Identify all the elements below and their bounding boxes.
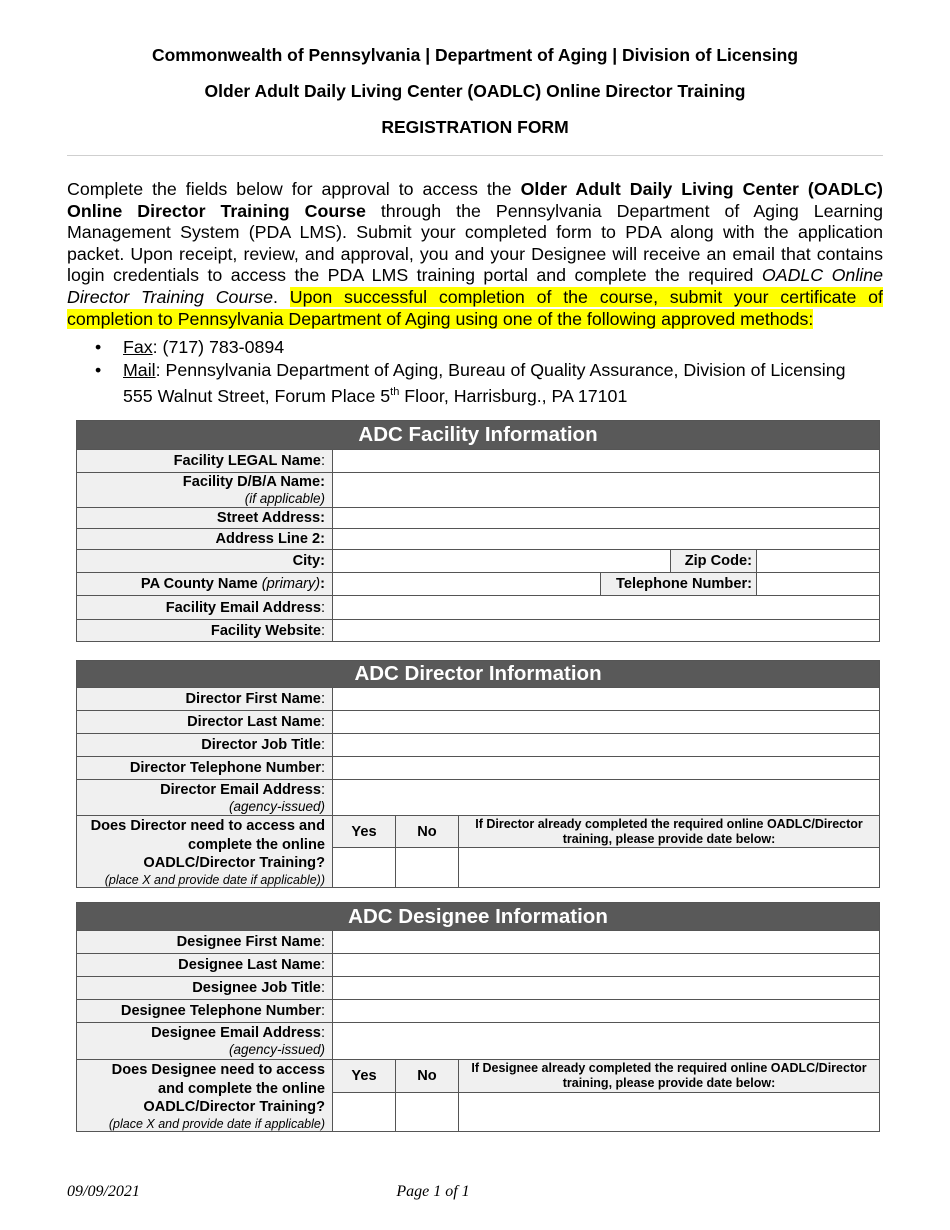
mail-line-2: 555 Walnut Street, Forum Place 5: [123, 385, 391, 406]
designee-first-name-field[interactable]: [333, 931, 880, 954]
facility-legal-name-field[interactable]: [333, 450, 880, 473]
designee-yes-header: Yes: [333, 1060, 396, 1093]
bullet-icon: •: [95, 337, 102, 357]
designee-email-field[interactable]: [333, 1023, 880, 1060]
city-field[interactable]: [333, 550, 671, 573]
telephone-field[interactable]: [757, 573, 880, 596]
footer-date: 09/09/2021: [67, 1183, 140, 1200]
fax-label: Fax: [123, 337, 153, 357]
form-title: REGISTRATION FORM: [381, 117, 569, 137]
mail-line-2-end: Floor, Harrisburg., PA 17101: [399, 385, 628, 406]
director-phone-field[interactable]: [333, 757, 880, 780]
director-first-name-label: Director First Name:: [77, 688, 333, 711]
designee-job-title-label: Designee Job Title:: [77, 977, 333, 1000]
facility-website-label: Facility Website:: [77, 620, 333, 642]
mail-superscript: th: [390, 385, 400, 398]
designee-last-name-field[interactable]: [333, 954, 880, 977]
director-phone-label: Director Telephone Number:: [77, 757, 333, 780]
facility-dba-label: Facility D/B/A Name: (if applicable): [77, 473, 333, 508]
bullet-icon: •: [95, 360, 102, 380]
director-section-title: ADC Director Information: [77, 661, 880, 688]
designee-training-question: Does Designee need to access and complete the online OADLC/Director Training? (place X and provide date if applicable): [77, 1060, 333, 1132]
director-completion-date-field[interactable]: [459, 848, 880, 887]
director-email-field[interactable]: [333, 780, 880, 816]
intro-paragraph: [67, 179, 883, 330]
intro-text-2: through the Pennsylvania Department of Aging Learning Management System (PDA LMS). Submit your completed form to PDA along with the application packet. Upon receipt, review, and approval, you and your Designee will receive an email that contains login credentials to access the PDA LMS training portal and complete the required: [67, 200, 883, 286]
director-last-name-label: Director Last Name:: [77, 711, 333, 734]
facility-section-title: ADC Facility Information: [77, 421, 880, 450]
director-yes-field[interactable]: [333, 848, 396, 887]
designee-no-field[interactable]: [396, 1092, 459, 1131]
footer-page-number: Page 1 of 1: [396, 1183, 470, 1200]
facility-legal-name-label: Facility LEGAL Name:: [77, 450, 333, 473]
header-program: Older Adult Daily Living Center (OADLC) Online Director Training: [204, 81, 746, 101]
designee-phone-label: Designee Telephone Number:: [77, 1000, 333, 1023]
designee-last-name-label: Designee Last Name:: [77, 954, 333, 977]
director-no-field[interactable]: [396, 848, 459, 887]
street-address-label: Street Address:: [77, 508, 333, 529]
intro-course-name: Older Adult Daily Living Center (OADLC) Online Director Training Course: [67, 179, 883, 221]
facility-email-label: Facility Email Address:: [77, 596, 333, 620]
director-training-question: Does Director need to access and complete the online OADLC/Director Training? (place X and provide date if applicable)): [77, 816, 333, 888]
zip-label: Zip Code:: [671, 550, 757, 573]
director-job-title-label: Director Job Title:: [77, 734, 333, 757]
designee-phone-field[interactable]: [333, 1000, 880, 1023]
facility-table: [76, 420, 880, 642]
county-field[interactable]: [333, 573, 601, 596]
header-divider: [67, 155, 883, 156]
director-yes-header: Yes: [333, 816, 396, 848]
director-no-header: No: [396, 816, 459, 848]
facility-website-field[interactable]: [333, 620, 880, 642]
director-last-name-field[interactable]: [333, 711, 880, 734]
county-label: PA County Name (primary):: [77, 573, 333, 596]
director-email-label: Director Email Address: (agency-issued): [77, 780, 333, 816]
director-completion-note: If Director already completed the required online OADLC/Director training, please provide date below:: [459, 816, 880, 848]
director-job-title-field[interactable]: [333, 734, 880, 757]
zip-field[interactable]: [757, 550, 880, 573]
designee-section-title: ADC Designee Information: [77, 903, 880, 931]
facility-dba-field[interactable]: [333, 473, 880, 508]
designee-yes-field[interactable]: [333, 1092, 396, 1131]
designee-completion-note: If Designee already completed the required online OADLC/Director training, please provide date below:: [459, 1060, 880, 1093]
address-line2-field[interactable]: [333, 529, 880, 550]
facility-email-field[interactable]: [333, 596, 880, 620]
director-table: [76, 660, 880, 888]
city-label: City:: [77, 550, 333, 573]
intro-course-name-italic: OADLC Online Director Training Course: [67, 265, 883, 307]
designee-email-label: Designee Email Address: (agency-issued): [77, 1023, 333, 1060]
mail-line-1: : Pennsylvania Department of Aging, Bureau of Quality Assurance, Division of Licensing: [155, 360, 846, 380]
mail-label: Mail: [123, 360, 156, 380]
director-first-name-field[interactable]: [333, 688, 880, 711]
intro-text-1: Complete the fields below for approval to access the: [67, 179, 521, 199]
telephone-label: Telephone Number:: [601, 573, 757, 596]
street-address-field[interactable]: [333, 508, 880, 529]
header-agency: Commonwealth of Pennsylvania | Department of Aging | Division of Licensing: [151, 45, 799, 65]
fax-value: : (717) 783-0894: [152, 337, 285, 357]
designee-job-title-field[interactable]: [333, 977, 880, 1000]
address-line2-label: Address Line 2:: [77, 529, 333, 550]
designee-completion-date-field[interactable]: [459, 1092, 880, 1131]
intro-text-3: .: [273, 286, 290, 307]
designee-no-header: No: [396, 1060, 459, 1093]
designee-first-name-label: Designee First Name:: [77, 931, 333, 954]
intro-highlight: Upon successful completion of the course, submit your certificate of completion to Pennsylvania Department of Aging using one of the following approved methods:: [67, 286, 883, 329]
designee-table: [76, 902, 880, 1132]
